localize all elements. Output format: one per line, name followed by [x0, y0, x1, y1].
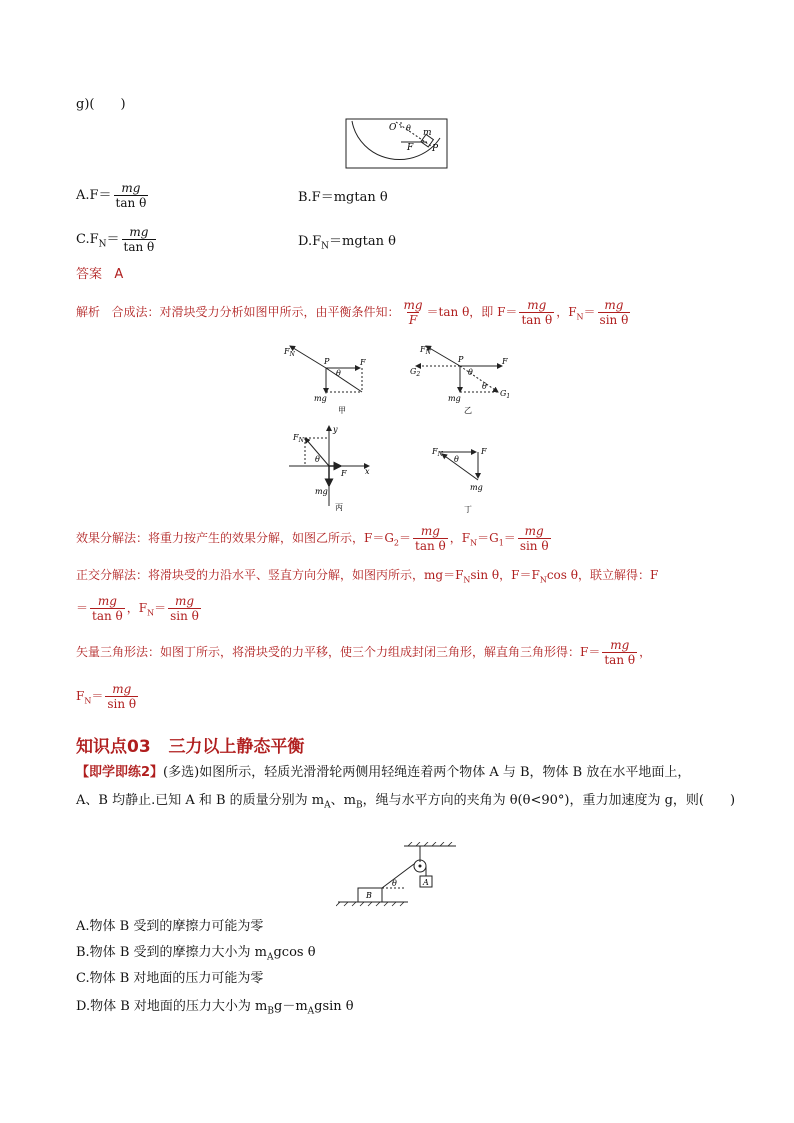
- q2-option-d-pre: D.物体 B 对地面的压力大小为 m: [76, 999, 268, 1014]
- jia-theta: θ: [336, 369, 341, 378]
- answer-label: 答案: [76, 267, 103, 282]
- option-c-eq: ＝: [106, 232, 120, 247]
- synthesis-frac2-num: mg: [527, 298, 547, 312]
- ortho-frac2: [168, 594, 201, 623]
- pulley-label-theta: θ: [392, 879, 397, 888]
- option-a-num: mg: [121, 181, 141, 195]
- bing-caption: 丙: [335, 503, 343, 512]
- effect-frac1-num: mg: [420, 524, 440, 538]
- jia-caption: 甲: [338, 406, 346, 415]
- vector-text: 矢量三角形法：如图丁所示，将滑块受的力平移，使三个力组成封闭三角形，解直角三角形得：F＝: [76, 645, 601, 659]
- option-c: [76, 225, 158, 254]
- q2-option-b-post: gcos θ: [273, 945, 316, 960]
- jia-mg: mg: [314, 394, 327, 403]
- vector-frac1-num: mg: [610, 638, 630, 652]
- option-d: [298, 233, 396, 256]
- synthesis-fn: ，F: [556, 305, 577, 319]
- vector-fn-sub: N: [84, 696, 92, 706]
- yi-theta1: θ: [468, 368, 473, 377]
- synthesis-frac3-den: sin θ: [599, 313, 629, 327]
- yi-g1: $G_1$: [500, 389, 511, 400]
- option-a: [76, 181, 150, 210]
- yi-f: F: [502, 357, 508, 366]
- option-c-fraction: [122, 225, 157, 254]
- ortho-frac2-num: mg: [174, 594, 195, 608]
- question2-sub-b: B: [355, 800, 363, 811]
- ding-f: F: [481, 447, 487, 456]
- option-b: B.F＝mgtan θ: [298, 190, 388, 205]
- q2-option-d-mid: g－m: [274, 999, 308, 1014]
- ortho-fn: ，F: [126, 601, 148, 615]
- ortho-eq2: ＝: [154, 601, 167, 615]
- q2-option-c: C.物体 B 对地面的压力可能为零: [76, 971, 264, 986]
- figure-yi: [408, 338, 518, 416]
- option-a-prefix: A.F＝: [76, 188, 112, 203]
- ding-fn: $F_N$: [432, 447, 443, 458]
- effect-frac2: [518, 524, 551, 553]
- vector-eq: ＝: [91, 689, 104, 703]
- question2-intro2: A、B 均静止.已知 A 和 B 的质量分别为 m: [76, 793, 325, 808]
- question2-line2: [76, 792, 735, 815]
- effect-fn: ，F: [449, 531, 471, 545]
- option-d-sub: N: [321, 241, 329, 252]
- question-stem-tail: g)( ): [76, 97, 126, 112]
- q2-option-d-sub2: A: [307, 1006, 315, 1017]
- synthesis-frac1-den: F: [408, 313, 418, 327]
- ortho-end: cos θ，联立解得：F: [546, 568, 659, 582]
- vector-frac2-den: sin θ: [107, 697, 137, 711]
- effect-g1: ＝G: [477, 531, 499, 545]
- option-a-fraction: [114, 181, 149, 210]
- vector-frac1: [602, 638, 637, 667]
- figure-jia: [280, 338, 370, 416]
- effect-eq: ＝: [399, 531, 412, 545]
- bowl-label-theta: θ: [406, 124, 411, 133]
- ortho-sub2: N: [539, 575, 547, 585]
- jia-f: F: [360, 358, 366, 367]
- synthesis-frac2-den: tan θ: [521, 313, 553, 327]
- bowl-label-p: P: [432, 144, 439, 154]
- effect-text: 效果分解法：将重力按产生的效果分解，如图乙所示，F＝G: [76, 531, 394, 545]
- q2-option-d-sub1: B: [267, 1006, 274, 1017]
- question2-tag: 【即学即练2】: [76, 765, 164, 780]
- option-d-rest: ＝mgtan θ: [329, 234, 396, 249]
- bowl-label-f: F: [407, 143, 414, 153]
- synthesis-frac3: [598, 298, 631, 327]
- yi-mg: mg: [448, 394, 461, 403]
- q2-option-d: [76, 998, 354, 1021]
- bing-theta: θ: [315, 455, 320, 464]
- ortho-frac1-den: tan θ: [92, 609, 123, 623]
- bing-y: y: [333, 425, 338, 434]
- synthesis-fn-sub: N: [576, 312, 584, 322]
- analysis-vector-line2: [76, 682, 140, 711]
- question2-intro-mid: 、m: [330, 793, 356, 808]
- ortho-fn-sub: N: [147, 608, 155, 618]
- question2-sub-a: A: [324, 800, 331, 811]
- bowl-label-o: O: [389, 123, 397, 133]
- effect-eq2: ＝: [503, 531, 516, 545]
- pulley-diagram: [336, 842, 460, 908]
- synthesis-frac3-num: mg: [604, 298, 624, 312]
- q2-option-a: A.物体 B 受到的摩擦力可能为零: [76, 919, 264, 934]
- ding-mg: mg: [470, 483, 483, 492]
- option-d-prefix: D.F: [298, 234, 322, 249]
- q2-option-b-pre: B.物体 B 受到的摩擦力大小为 m: [76, 945, 267, 960]
- bing-x: x: [365, 467, 370, 476]
- option-a-den: tan θ: [115, 196, 147, 210]
- effect-frac2-num: mg: [524, 524, 544, 538]
- analysis-effect: [76, 524, 553, 553]
- analysis-ortho-line1: [76, 566, 658, 589]
- bing-f: F: [341, 469, 347, 478]
- answer-line: [76, 266, 123, 284]
- ortho-text: 正交分解法：将滑块受的力沿水平、竖直方向分解，如图丙所示，mg＝F: [76, 568, 464, 582]
- bing-fn: $F_N$: [293, 433, 304, 444]
- vector-frac1-den: tan θ: [604, 653, 636, 667]
- ding-caption: 丁: [464, 505, 472, 514]
- option-c-den: tan θ: [123, 240, 155, 254]
- effect-sub1: 1: [498, 538, 504, 548]
- section-title: [76, 732, 304, 757]
- synthesis-eq: ＝: [583, 305, 596, 319]
- effect-fn-sub: N: [470, 538, 478, 548]
- synthesis-frac1-num: mg: [403, 298, 423, 312]
- pulley-label-a: A: [423, 878, 429, 887]
- ding-theta: θ: [454, 455, 459, 464]
- ortho-line2-eq: ＝: [76, 601, 89, 615]
- effect-sub2: 2: [393, 538, 400, 548]
- vector-frac2-num: mg: [112, 682, 132, 696]
- vector-comma: ，: [639, 645, 652, 659]
- yi-theta2: θ: [482, 382, 487, 391]
- ortho-frac1-num: mg: [97, 594, 117, 608]
- q2-option-b-sub: A: [266, 952, 274, 963]
- ortho-sub1: N: [463, 575, 471, 585]
- jia-fn: $F_N$: [284, 347, 295, 358]
- question2-intro1: (多选)如图所示，轻质光滑滑轮两侧用轻绳连着两个物体 A 与 B，物体 B 放在水平地面上，: [163, 765, 691, 780]
- option-c-num: mg: [129, 225, 149, 239]
- effect-frac1-den: tan θ: [415, 539, 446, 553]
- vector-fn: F: [76, 689, 85, 703]
- yi-caption: 乙: [464, 406, 472, 415]
- figure-ding: [428, 440, 508, 516]
- yi-p: P: [458, 355, 464, 364]
- pulley-label-b: B: [366, 891, 372, 900]
- ortho-frac2-den: sin θ: [170, 609, 199, 623]
- yi-fn: $F_N$: [420, 345, 431, 356]
- analysis-ortho-line2: [76, 594, 203, 623]
- effect-frac2-den: sin θ: [519, 539, 549, 553]
- question2-line1: [76, 764, 690, 782]
- synthesis-text: 合成法：对滑块受力分析如图甲所示，由平衡条件知：: [111, 305, 400, 319]
- figure-bing: [285, 422, 375, 514]
- analysis-vector-line1: [76, 638, 651, 667]
- bing-mg: mg: [315, 487, 328, 496]
- ortho-frac1: [90, 594, 125, 623]
- jia-p: P: [324, 357, 330, 366]
- vector-frac2: [105, 682, 138, 711]
- answer-value: A: [114, 267, 124, 282]
- synthesis-mid: ＝tan θ，即 F＝: [426, 305, 518, 319]
- ortho-mid: sin θ，F＝F: [470, 568, 540, 582]
- synthesis-frac2: [519, 298, 554, 327]
- section-title-text: 三力以上静态平衡: [168, 737, 305, 757]
- bowl-diagram: [345, 118, 449, 170]
- analysis-label: 解析: [76, 305, 101, 319]
- question2-intro-end: ，绳与水平方向的夹角为 θ(θ<90°)，重力加速度为 g，则( ): [362, 793, 736, 808]
- bowl-label-m: m: [423, 128, 432, 138]
- section-title-num: 知识点03: [76, 737, 151, 757]
- effect-frac1: [413, 524, 448, 553]
- option-c-sub: N: [98, 239, 107, 250]
- synthesis-frac1: [401, 298, 424, 327]
- yi-g2: $G_2$: [410, 367, 421, 378]
- q2-option-b: [76, 944, 316, 967]
- analysis-synthesis: [76, 298, 632, 327]
- option-c-prefix: C.F: [76, 232, 99, 247]
- q2-option-d-post: gsin θ: [314, 999, 354, 1014]
